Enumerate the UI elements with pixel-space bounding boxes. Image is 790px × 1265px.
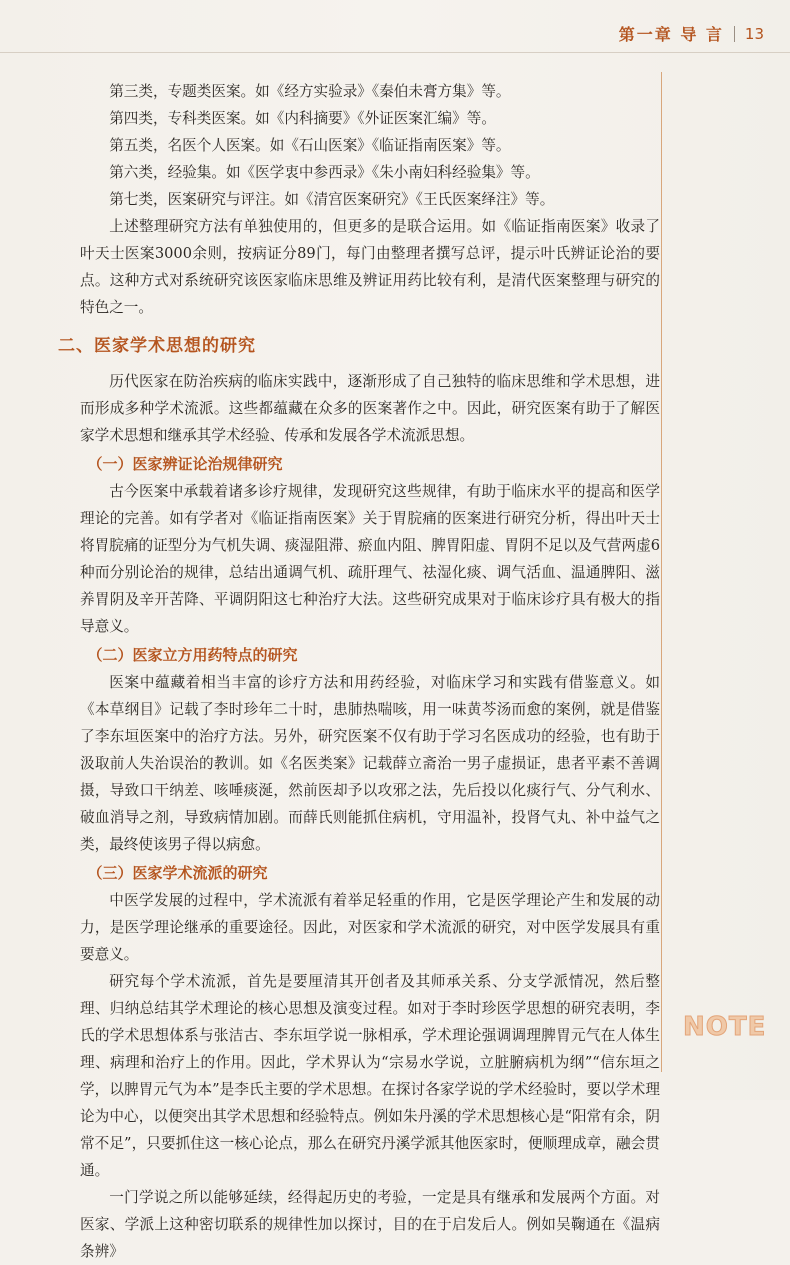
list-item: 第七类，医案研究与评注。如《清宫医案研究》《王氏医案绎注》等。	[109, 191, 555, 208]
margin-rule	[661, 72, 662, 1072]
summary-paragraph: 上述整理研究方法有单独使用的，但更多的是联合运用。如《临证指南医案》收录了叶天士医案3000余则，按病证分89门，每门由整理者撰写总评，提示叶氏辨证论治的要点。这种方式对系统研究该医家临床思维及辨证用药比较有利，是清代医案整理与研究的特色之一。	[80, 218, 660, 316]
subsection-heading-3: （三）医家学术流派的研究	[87, 864, 268, 882]
subsection-heading-1: （一）医家辨证论治规律研究	[87, 455, 283, 473]
section-heading: 二、医家学术思想的研究	[58, 336, 256, 356]
chapter-title: 第一章 导 言	[618, 25, 724, 44]
list-item: 第三类，专题类医案。如《经方实验录》《秦伯未膏方集》等。	[109, 83, 511, 100]
page-number: 13	[744, 24, 764, 43]
running-header	[619, 22, 764, 45]
header-separator	[734, 26, 735, 42]
subsection-body-1: 古今医案中承载着诸多诊疗规律，发现研究这些规律，有助于临床水平的提高和医学理论的完善。如有学者对《临证指南医案》关于胃脘痛的医案进行研究分析，得出叶天士将胃脘痛的证型分为气机失调、痰湿阻滞、瘀血内阻、脾胃阳虚、胃阴不足以及气营两虚6种而分别论治的规律，总结出通调气机、疏肝理气、祛湿化痰、调气活血、温通脾阳、滋养胃阴及辛开苦降、平调阴阳这七种治疗大法。这些研究成果对于临床诊疗具有极大的指导意义。	[80, 483, 660, 635]
list-item: 第四类，专科类医案。如《内科摘要》《外证医案汇编》等。	[109, 110, 496, 127]
list-item: 第六类，经验集。如《医学衷中参西录》《朱小南妇科经验集》等。	[109, 164, 540, 181]
list-item: 第五类，名医个人医案。如《石山医案》《临证指南医案》等。	[109, 137, 511, 154]
subsection-body-3a: 中医学发展的过程中，学术流派有着举足轻重的作用，它是医学理论产生和发展的动力，是医学理论继承的重要途径。因此，对医家和学术流派的研究，对中医学发展具有重要意义。	[80, 892, 660, 963]
section-intro: 历代医家在防治疾病的临床实践中，逐渐形成了自己独特的临床思维和学术思想，进而形成多种学术流派。这些都蕴藏在众多的医案著作之中。因此，研究医案有助于了解医家学术思想和继承其学术经验、传承和发展各学术流派思想。	[80, 373, 660, 444]
subsection-body-3c: 一门学说之所以能够延续，经得起历史的考验，一定是具有继承和发展两个方面。对医家、学派上这种密切联系的规律性加以探讨，目的在于启发后人。例如吴鞠通在《温病条辨》	[80, 1189, 660, 1260]
subsection-body-2: 医案中蕴藏着相当丰富的诊疗方法和用药经验，对临床学习和实践有借鉴意义。如《本草纲目》记载了李时珍年二十时，患肺热喘咳，用一味黄芩汤而愈的案例，就是借鉴了李东垣医案中的治疗方法。另外，研究医案不仅有助于学习名医成功的经验，也有助于汲取前人失治误治的教训。如《名医类案》记载薛立斋治一男子虚损证，患者平素不善调摄，导致口干纳差、咳唾痰涎，然前医却予以攻邪之法，先后投以化痰行气、分气利水、破血消导之剂，导致病情加剧。而薛氏则能抓住病机，守用温补，投肾气丸、补中益气之类，最终使该男子得以病愈。	[80, 674, 660, 853]
header-rule	[0, 52, 790, 53]
subsection-body-3b: 研究每个学术流派，首先是要厘清其开创者及其师承关系、分支学派情况，然后整理、归纳总结其学术理论的核心思想及演变过程。如对于李时珍医学思想的研究表明，李氏的学术思想体系与张洁古、李东垣学说一脉相承，学术理论强调调理脾胃元气在人体生理、病理和治疗上的作用。因此，学术界认为“宗易水学说，立脏腑病机为纲”“信东垣之学，以脾胃元气为本”是李氏主要的学术思想。在探讨各家学说的学术经验时，要以学术理论为中心，以便突出其学术思想和经验特点。例如朱丹溪的学术思想核心是“阳常有余，阴常不足”，只要抓住这一核心论点，那么在研究丹溪学派其他医家时，便顺理成章，融会贯通。	[80, 973, 660, 1179]
subsection-heading-2: （二）医家立方用药特点的研究	[87, 646, 298, 664]
page-body	[58, 78, 660, 1265]
note-margin-label: NOTE	[683, 1012, 767, 1042]
